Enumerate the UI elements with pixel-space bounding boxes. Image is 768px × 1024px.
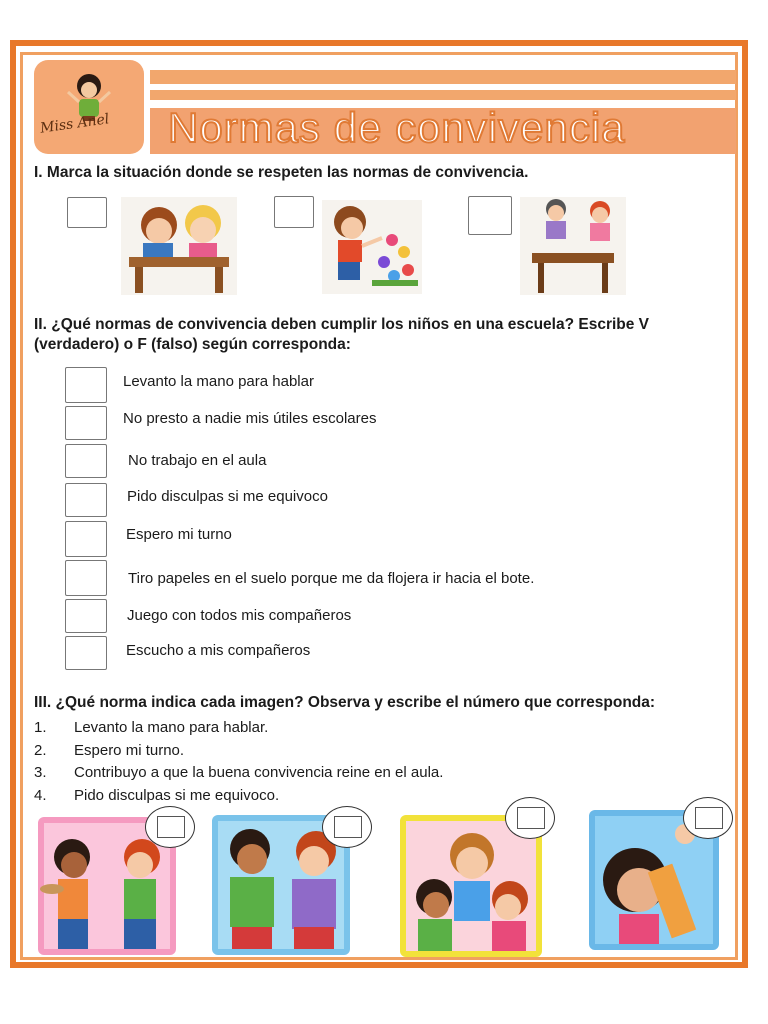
answer-box-2[interactable]	[334, 816, 362, 838]
vf-box-4[interactable]	[65, 483, 107, 517]
norm-1: 1. Levanto la mano para hablar.	[34, 719, 269, 736]
answer-box-4[interactable]	[695, 807, 723, 829]
norm-2: 2. Espero mi turno.	[34, 741, 185, 759]
scene2-checkbox[interactable]	[274, 196, 314, 228]
answer-box-3[interactable]	[517, 807, 545, 829]
vf-item-6: Tiro papeles en el suelo porque me da flojera ir hacia el bote.	[128, 570, 535, 587]
vf-box-2[interactable]	[65, 406, 107, 440]
section1-heading: I. Marca la situación donde se respeten las normas de convivencia.	[34, 164, 529, 181]
scene1-checkbox[interactable]	[67, 197, 107, 228]
header-band-1	[150, 70, 736, 84]
children-standing-on-desk-image	[520, 197, 626, 295]
vf-box-3[interactable]	[65, 444, 107, 478]
vf-item-4: Pido disculpas si me equivoco	[127, 488, 328, 505]
vf-item-2: No presto a nadie mis útiles escolares	[123, 410, 377, 427]
norm-number-list	[34, 717, 443, 807]
section2-heading-line2: (verdadero) o F (falso) según corresponda:	[34, 336, 351, 353]
answer-bubble-2[interactable]	[322, 806, 372, 848]
vf-item-5: Espero mi turno	[126, 526, 232, 543]
vf-item-1: Levanto la mano para hablar	[123, 373, 314, 390]
logo-signature: Miss Anel	[39, 111, 111, 137]
vf-item-8: Escucho a mis compañeros	[126, 642, 311, 659]
vf-box-6[interactable]	[65, 560, 107, 596]
page-title: Normas de convivencia	[168, 104, 626, 151]
answer-bubble-3[interactable]	[505, 797, 555, 839]
child-picking-flowers-image	[322, 200, 422, 294]
section3-heading: III. ¿Qué norma indica cada imagen? Observa y escribe el número que corresponda:	[34, 694, 656, 711]
answer-bubble-4[interactable]	[683, 797, 733, 839]
vf-box-5[interactable]	[65, 521, 107, 557]
answer-bubble-1[interactable]	[145, 806, 195, 848]
vf-box-7[interactable]	[65, 599, 107, 633]
header-band-2	[150, 90, 736, 100]
children-writing-at-desk-image	[121, 197, 237, 295]
norm-3: 3. Contribuyo a que la buena convivencia reine en el aula.	[34, 764, 444, 781]
scene3-checkbox[interactable]	[468, 196, 512, 235]
vf-item-7: Juego con todos mis compañeros	[127, 607, 352, 624]
section2-heading-line1: II. ¿Qué normas de convivencia deben cumplir los niños en una escuela? Escribe V	[34, 316, 650, 333]
vf-box-8[interactable]	[65, 636, 107, 670]
vf-item-3: No trabajo en el aula	[128, 452, 267, 469]
norm-4: 4. Pido disculpas si me equivoco.	[34, 786, 280, 804]
answer-box-1[interactable]	[157, 816, 185, 838]
vf-box-1[interactable]	[65, 367, 107, 403]
